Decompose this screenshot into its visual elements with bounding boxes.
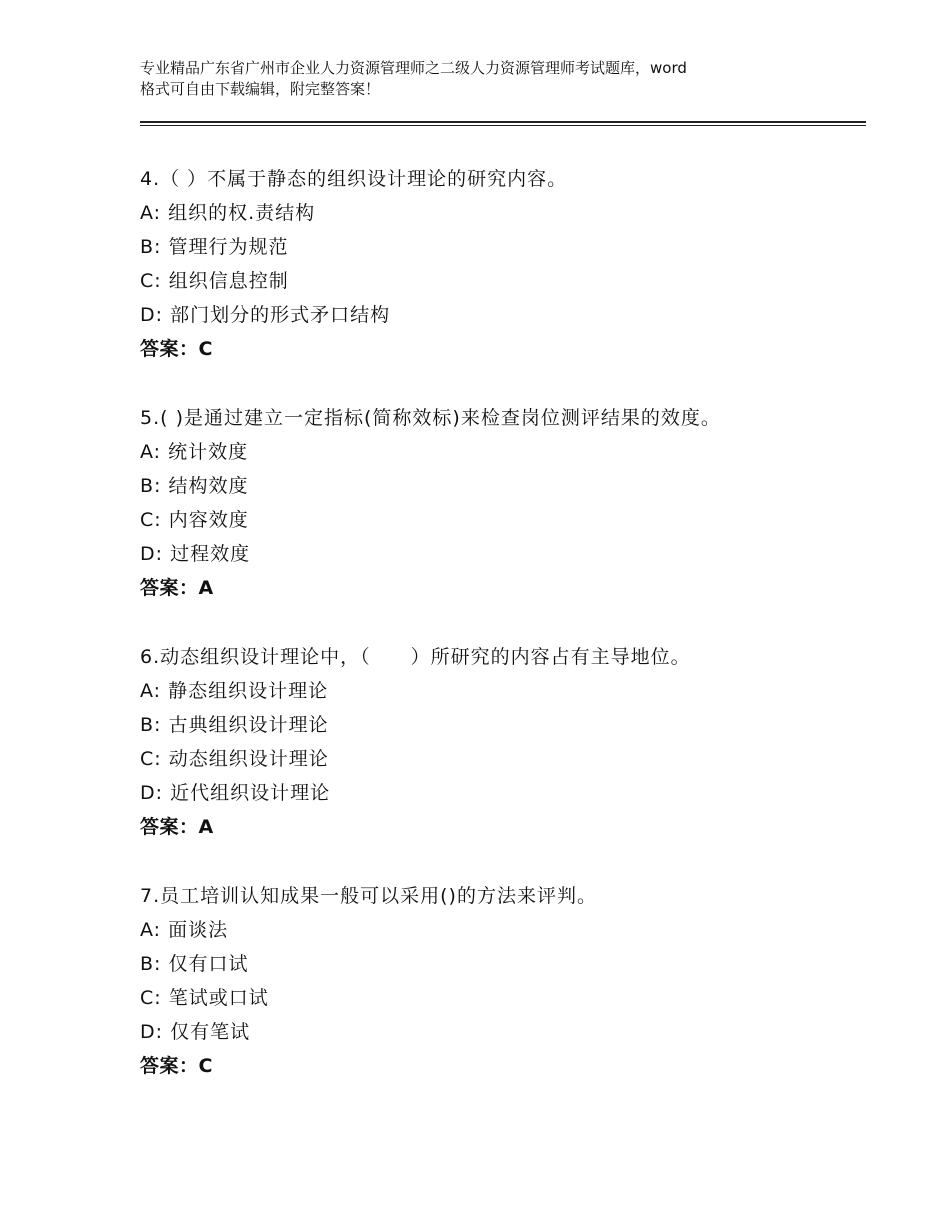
option-d: D: 近代组织设计理论 — [140, 782, 331, 804]
question-stem: 7.员工培训认知成果一般可以采用()的方法来评判。 — [140, 885, 597, 907]
option-a: A: 面谈法 — [140, 919, 229, 941]
option-a: A: 统计效度 — [140, 441, 249, 463]
option-c: C: 动态组织设计理论 — [140, 748, 329, 770]
option-d: D: 部门划分的形式矛口结构 — [140, 304, 391, 326]
question-block — [140, 640, 860, 844]
option-c: C: 内容效度 — [140, 509, 249, 531]
option-b: B: 结构效度 — [140, 475, 249, 497]
header-divider-thin — [140, 125, 866, 126]
header-title-line-2: 格式可自由下载编辑，附完整答案！ — [140, 80, 381, 98]
question-block — [140, 162, 860, 366]
header-divider-thick — [140, 121, 866, 123]
answer-line: 答案：A — [140, 816, 214, 838]
question-stem: 5.( )是通过建立一定指标(简称效标)来检查岗位测评结果的效度。 — [140, 407, 721, 429]
option-c: C: 组织信息控制 — [140, 270, 289, 292]
option-b: B: 管理行为规范 — [140, 236, 289, 258]
option-d: D: 仅有笔试 — [140, 1021, 251, 1043]
question-block — [140, 401, 860, 605]
header-title-line-1: 专业精品广东省广州市企业人力资源管理师之二级人力资源管理师考试题库，word — [140, 59, 687, 77]
answer-line: 答案：C — [140, 338, 213, 360]
question-block — [140, 879, 860, 1083]
option-a: A: 静态组织设计理论 — [140, 680, 329, 702]
document-header — [140, 58, 840, 100]
answer-line: 答案：C — [140, 1055, 213, 1077]
option-b: B: 古典组织设计理论 — [140, 714, 329, 736]
answer-line: 答案：A — [140, 577, 214, 599]
question-stem: 6.动态组织设计理论中，（ ）所研究的内容占有主导地位。 — [140, 646, 691, 668]
option-b: B: 仅有口试 — [140, 953, 249, 975]
option-a: A: 组织的权.责结构 — [140, 202, 316, 224]
option-c: C: 笔试或口试 — [140, 987, 269, 1009]
question-stem: 4.（ ）不属于静态的组织设计理论的研究内容。 — [140, 168, 568, 190]
option-d: D: 过程效度 — [140, 543, 251, 565]
